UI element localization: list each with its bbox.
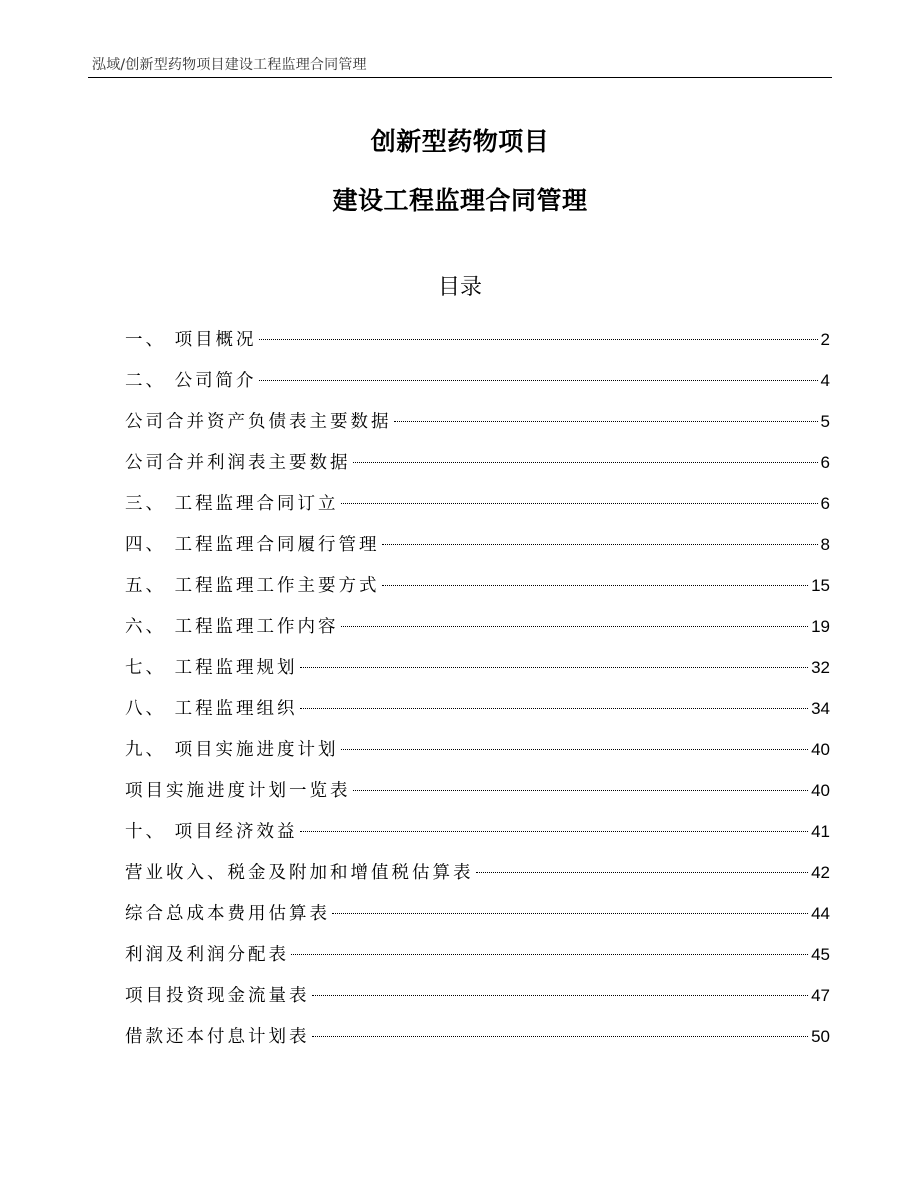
toc-dot-leader [382, 585, 809, 586]
toc-entry-label: 综合总成本费用估算表 [125, 904, 330, 924]
toc-entry-page-number: 6 [820, 453, 830, 472]
document-title-line-1: 创新型药物项目 [370, 127, 550, 156]
toc-entry-label: 公司合并利润表主要数据 [125, 453, 351, 473]
toc-entry[interactable] [125, 893, 830, 934]
toc-entry[interactable] [125, 647, 830, 688]
toc-entry-label: 七、 工程监理规划 [125, 658, 298, 678]
toc-dot-leader [341, 749, 809, 750]
toc-entry[interactable] [125, 401, 830, 442]
toc-entry[interactable] [125, 852, 830, 893]
toc-entry[interactable] [125, 1016, 830, 1057]
running-header: 泓域/创新型药物项目建设工程监理合同管理 [92, 57, 367, 73]
toc-entry-page-number: 44 [811, 904, 830, 923]
toc-entry-label: 营业收入、税金及附加和增值税估算表 [125, 863, 474, 883]
toc-entry[interactable] [125, 934, 830, 975]
toc-entry-page-number: 8 [820, 535, 830, 554]
toc-dot-leader [300, 708, 809, 709]
toc-entry-page-number: 47 [811, 986, 830, 1005]
toc-entry-page-number: 40 [811, 740, 830, 759]
toc-entry-page-number: 15 [811, 576, 830, 595]
toc-dot-leader [300, 667, 809, 668]
toc-dot-leader [476, 872, 809, 873]
toc-entry-page-number: 2 [820, 330, 830, 349]
toc-entry-page-number: 34 [811, 699, 830, 718]
toc-entry-page-number: 50 [811, 1027, 830, 1046]
toc-entry-label: 四、 工程监理合同履行管理 [125, 535, 380, 555]
toc-dot-leader [341, 626, 809, 627]
header-divider [88, 77, 832, 78]
toc-dot-leader [259, 380, 818, 381]
toc-entry-label: 九、 项目实施进度计划 [125, 740, 339, 760]
toc-entry[interactable] [125, 319, 830, 360]
toc-dot-leader [300, 831, 809, 832]
toc-entry-label: 项目投资现金流量表 [125, 986, 310, 1006]
toc-dot-leader [382, 544, 818, 545]
toc-dot-leader [353, 462, 818, 463]
toc-dot-leader [353, 790, 809, 791]
toc-entry-label: 八、 工程监理组织 [125, 699, 298, 719]
toc-heading: 目录 [437, 275, 482, 300]
toc-entry-page-number: 45 [811, 945, 830, 964]
toc-dot-leader [259, 339, 818, 340]
toc-entry[interactable] [125, 729, 830, 770]
toc-entry-label: 六、 工程监理工作内容 [125, 617, 339, 637]
toc-entry-page-number: 42 [811, 863, 830, 882]
toc-dot-leader [291, 954, 808, 955]
toc-entry-page-number: 40 [811, 781, 830, 800]
toc-entry[interactable] [125, 483, 830, 524]
toc-entry[interactable] [125, 975, 830, 1016]
toc-entry-label: 二、 公司简介 [125, 371, 257, 391]
document-title-line-2: 建设工程监理合同管理 [332, 186, 588, 215]
toc-entry[interactable] [125, 360, 830, 401]
toc-entry[interactable] [125, 811, 830, 852]
toc-entry-page-number: 41 [811, 822, 830, 841]
toc-dot-leader [312, 995, 809, 996]
toc-entry-label: 项目实施进度计划一览表 [125, 781, 351, 801]
toc-entry-page-number: 4 [820, 371, 830, 390]
table-of-contents [125, 319, 830, 1057]
toc-entry-page-number: 19 [811, 617, 830, 636]
toc-entry-label: 十、 项目经济效益 [125, 822, 298, 842]
toc-entry-label: 公司合并资产负债表主要数据 [125, 412, 392, 432]
toc-dot-leader [341, 503, 818, 504]
toc-entry-label: 五、 工程监理工作主要方式 [125, 576, 380, 596]
toc-entry-page-number: 5 [820, 412, 830, 431]
toc-entry[interactable] [125, 606, 830, 647]
toc-dot-leader [394, 421, 818, 422]
toc-entry[interactable] [125, 524, 830, 565]
toc-entry[interactable] [125, 565, 830, 606]
toc-entry[interactable] [125, 442, 830, 483]
toc-entry-label: 利润及利润分配表 [125, 945, 289, 965]
toc-entry-label: 借款还本付息计划表 [125, 1027, 310, 1047]
toc-entry-page-number: 32 [811, 658, 830, 677]
toc-entry-label: 一、 项目概况 [125, 330, 257, 350]
toc-entry[interactable] [125, 688, 830, 729]
toc-entry-page-number: 6 [820, 494, 830, 513]
toc-entry-label: 三、 工程监理合同订立 [125, 494, 339, 514]
toc-dot-leader [332, 913, 808, 914]
toc-entry[interactable] [125, 770, 830, 811]
toc-dot-leader [312, 1036, 809, 1037]
